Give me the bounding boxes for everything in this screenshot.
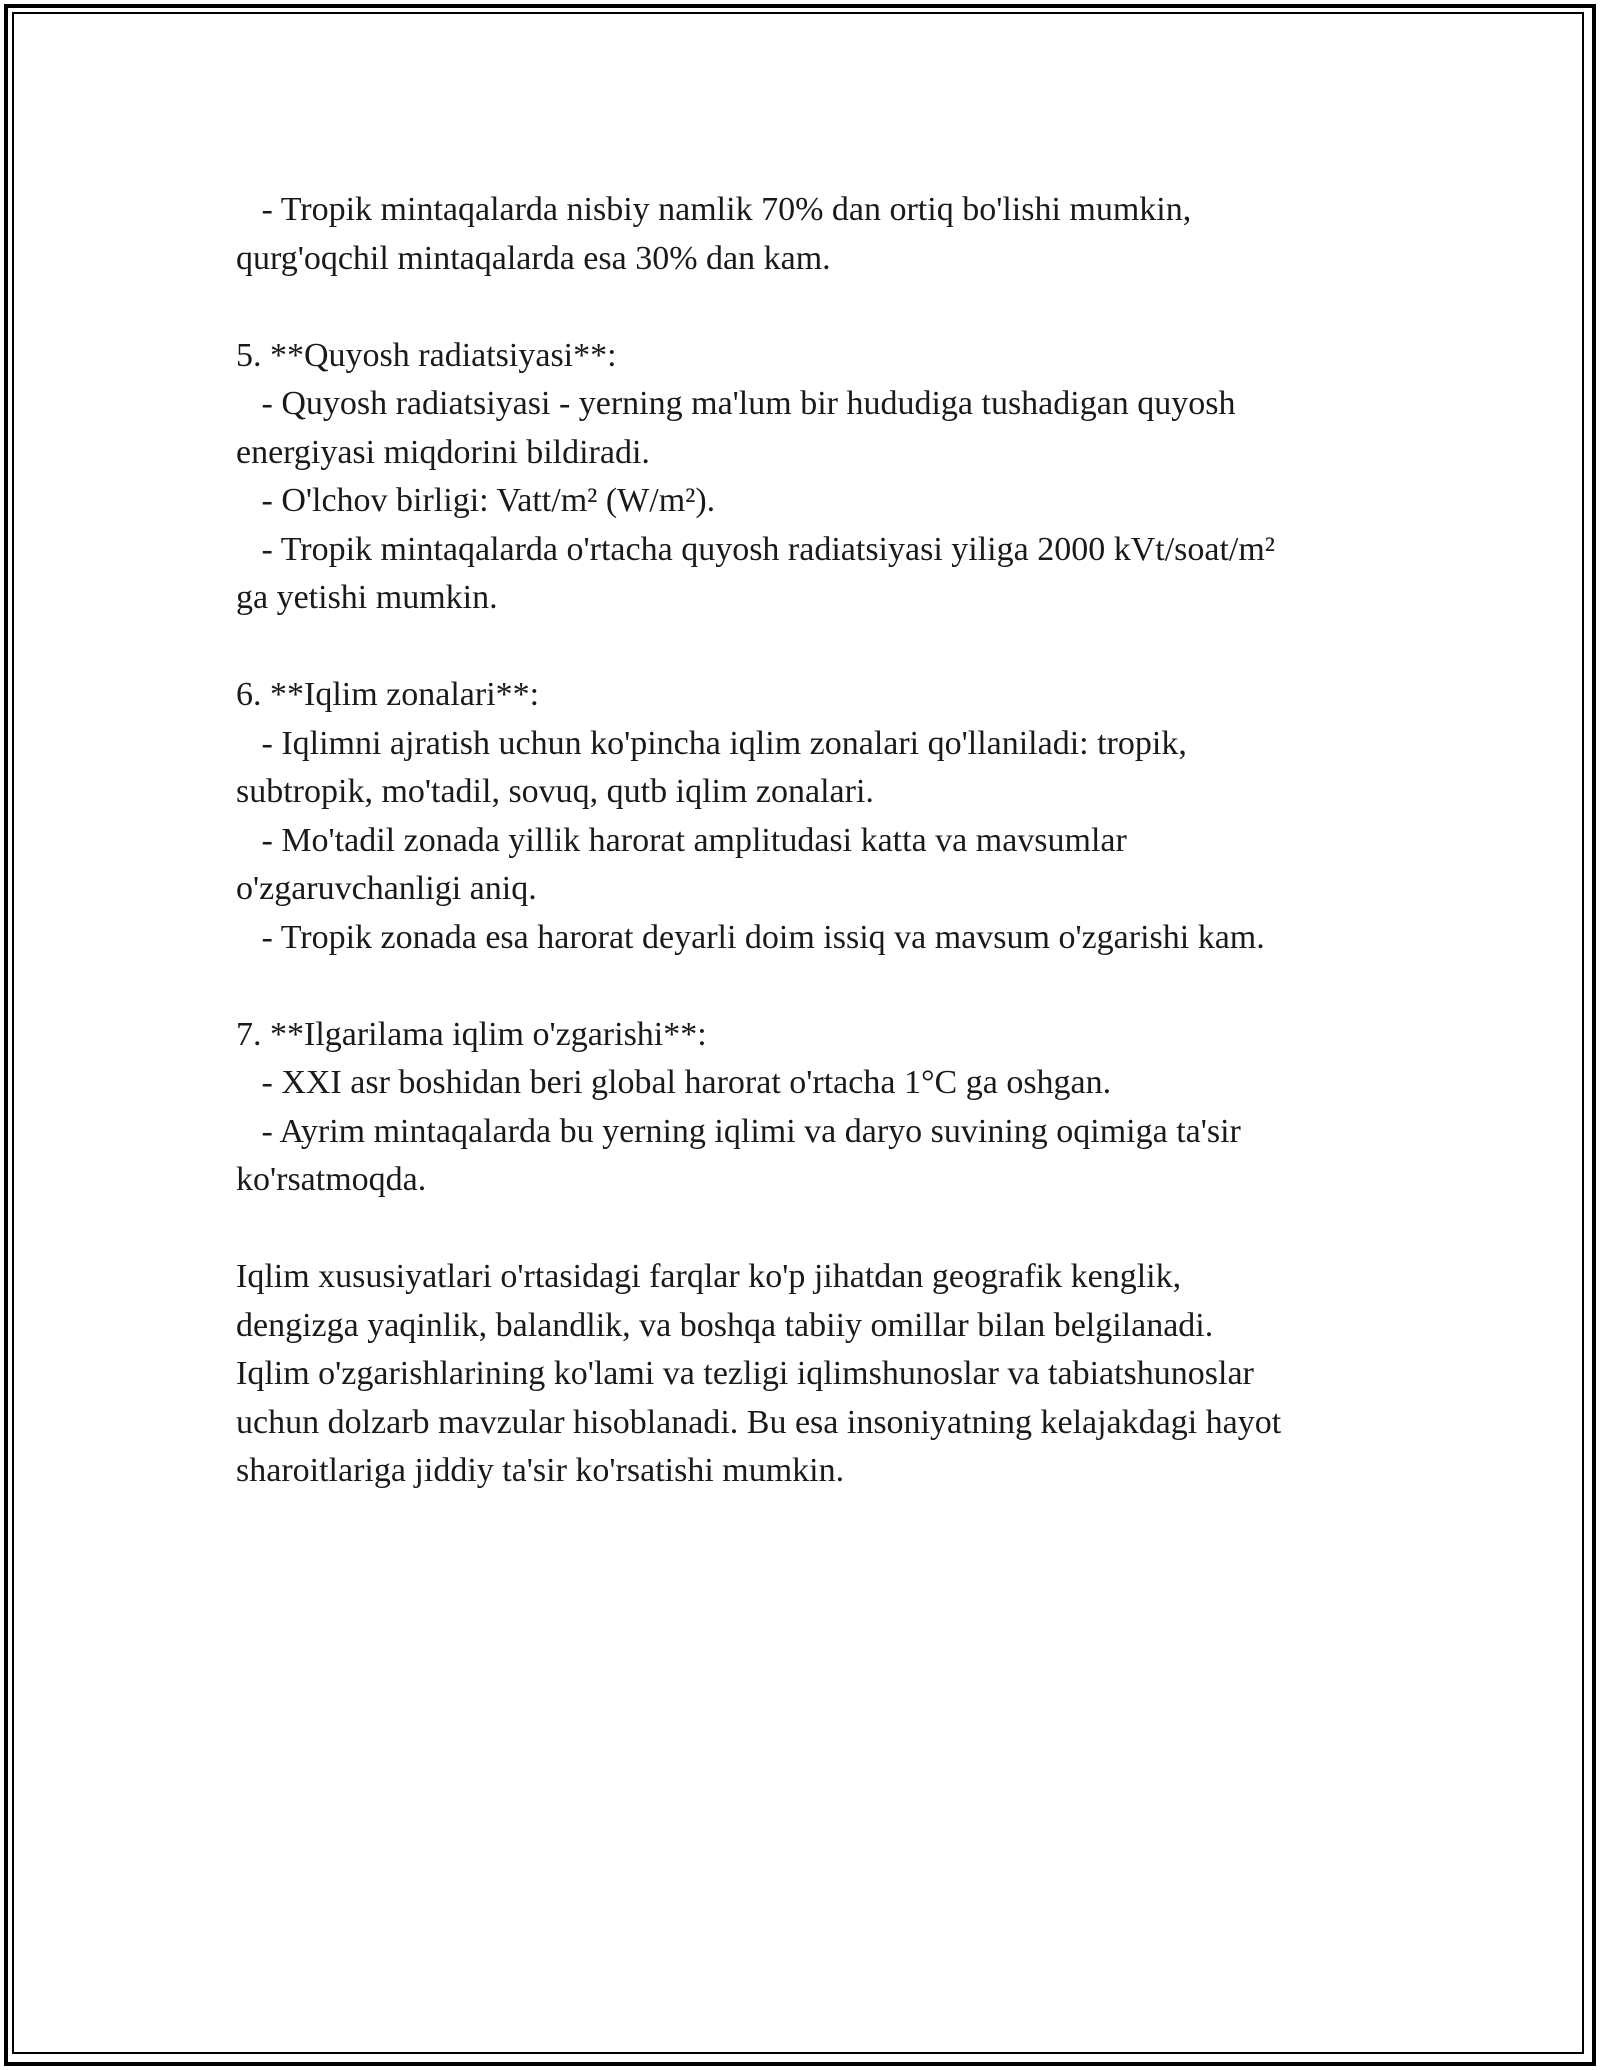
section-heading: 5. **Quyosh radiatsiyasi**:	[236, 336, 617, 374]
text-line: ko'rsatmoqda.	[236, 1161, 427, 1198]
paragraph-line: Iqlim o'zgarishlarining ko'lami va tezligi iqlimshunoslar va tabiatshunoslar	[236, 1355, 1254, 1392]
text-line: - O'lchov birligi: Vatt/m² (W/m²).	[236, 482, 716, 519]
paragraph-line: uchun dolzarb mavzular hisoblanadi. Bu esa insoniyatning kelajakdagi hayot	[236, 1403, 1282, 1441]
paragraph-line: Iqlim xususiyatlari o'rtasidagi farqlar ko'p jihatdan geografik kenglik,	[236, 1258, 1182, 1295]
text-line: qurg'oqchil mintaqalarda esa 30% dan kam.	[236, 239, 831, 277]
text-line: - Iqlimni ajratish uchun ko'pincha iqlim zonalari qo'llaniladi: tropik,	[236, 724, 1187, 762]
text-line: - Quyosh radiatsiyasi - yerning ma'lum bir hududiga tushadigan quyosh	[236, 385, 1236, 422]
blank-line	[236, 1205, 1376, 1254]
blank-line	[236, 962, 1376, 1011]
section-heading: 6. **Iqlim zonalari**:	[236, 676, 540, 713]
text-line: - Tropik zonada esa harorat deyarli doim issiq va mavsum o'zgarishi kam.	[236, 918, 1265, 956]
paragraph-line: sharoitlariga jiddiy ta'sir ko'rsatishi mumkin.	[236, 1452, 845, 1489]
text-line: - Ayrim mintaqalarda bu yerning iqlimi va daryo suvining oqimiga ta'sir	[236, 1112, 1241, 1150]
blank-line	[236, 623, 1376, 672]
document-body	[236, 186, 1376, 1496]
text-line: - Tropik mintaqalarda o'rtacha quyosh radiatsiyasi yiliga 2000 kVt/soat/m²	[236, 530, 1275, 568]
text-line: - XXI asr boshidan beri global harorat o'rtacha 1°C ga oshgan.	[236, 1064, 1112, 1101]
text-line: energiyasi miqdorini bildiradi.	[236, 433, 650, 471]
paragraph-line: dengizga yaqinlik, balandlik, va boshqa tabiiy omillar bilan belgilanadi.	[236, 1306, 1214, 1344]
text-line: - Mo'tadil zonada yillik harorat amplitudasi katta va mavsumlar	[236, 821, 1127, 859]
text-line: subtropik, mo'tadil, sovuq, qutb iqlim zonalari.	[236, 773, 874, 810]
text-line: - Tropik mintaqalarda nisbiy namlik 70% dan ortiq bo'lishi mumkin,	[236, 191, 1192, 228]
section-heading: 7. **Ilgarilama iqlim o'zgarishi**:	[236, 1015, 707, 1053]
blank-line	[236, 283, 1376, 332]
text-line: o'zgaruvchanligi aniq.	[236, 870, 537, 907]
text-line: ga yetishi mumkin.	[236, 579, 498, 616]
